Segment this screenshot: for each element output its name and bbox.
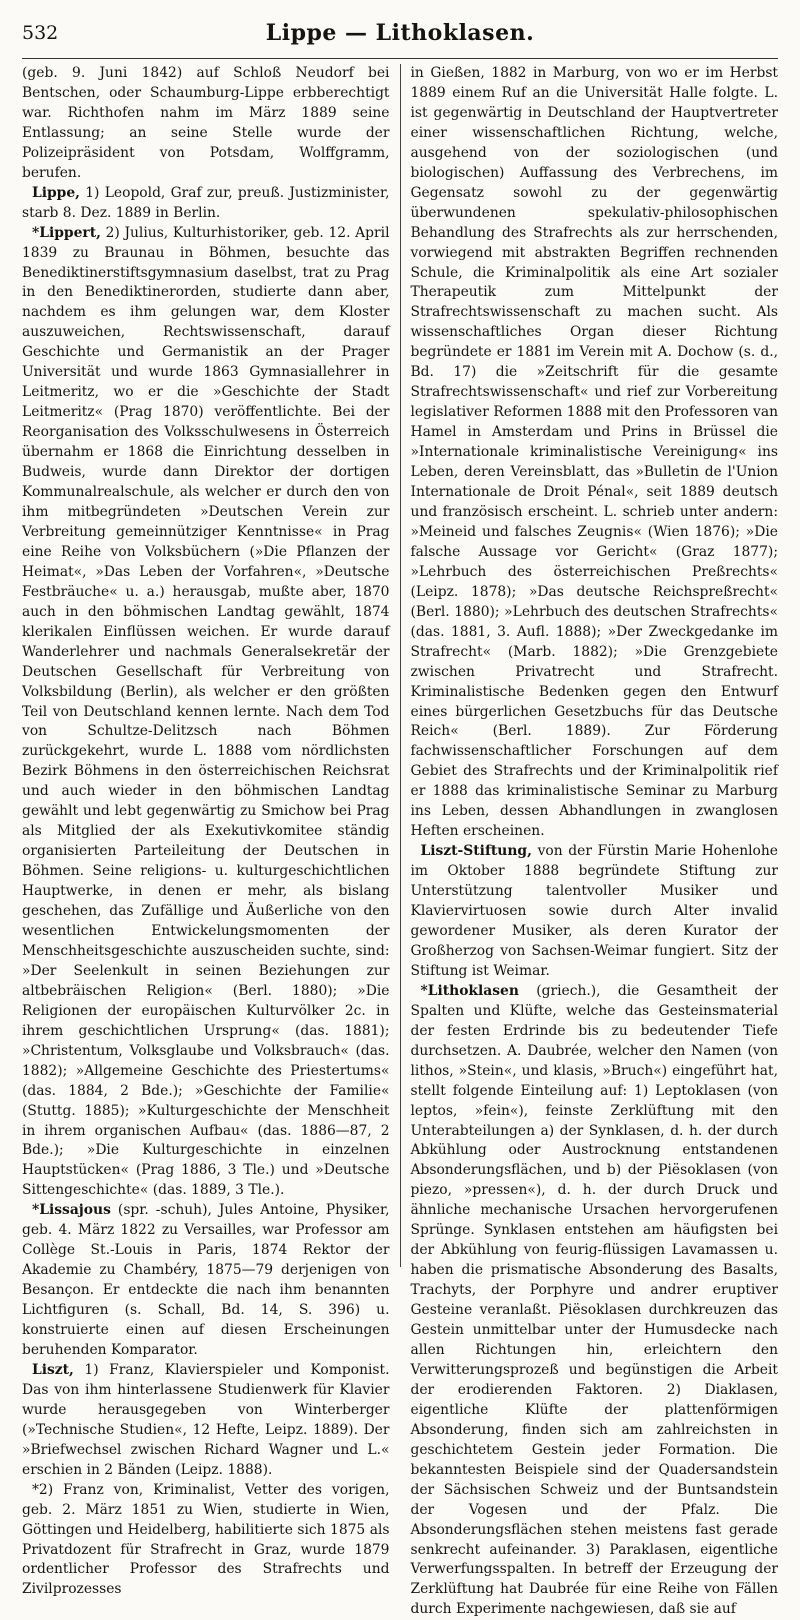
dictionary-entry	[22, 1201, 390, 1361]
entry-text: von der Fürstin Marie Hohenlohe im Oktober 1888 begründete Stiftung zur Unterstützung talentvoller Musiker und Klaviervirtuosen sowie durch Alter invalid gewordener Musiker, als deren Kurator der Großherzog von Sachsen-Weimar fungiert. Sitz der Stiftung ist Weimar.	[410, 843, 778, 979]
header-rule	[22, 58, 778, 59]
dictionary-entry	[22, 1481, 390, 1601]
right-column	[410, 64, 779, 1618]
entry-text: 2) Julius, Kulturhistoriker, geb. 12. April 1839 zu Braunau in Böhmen, besuchte das Benediktinerstiftsgymnasium daselbst, trat zu Prag in den Benediktinerorden, studierte dann aber, nachdem es ihm gelungen war, dem Kloster auszuweichen, Rechtswissenschaft, darauf Geschichte und Germanistik an der Prager Universität und wurde 1863 Gymnasiallehrer in Leitmeritz, wo er die »Geschichte der Stadt Leitmeritz« (Prag 1870) veröffentlichte. Bei der Reorganisation des Volksschulwesens in Österreich übernahm er 1868 die Einrichtung desselben in Budweis, wurde dann Direktor der dortigen Kommunalrealschule, als welcher er durch den von ihm mitbegründeten »Deutschen Verein zur Verbreitung gemeinnütziger Kenntnisse« in Prag eine Reihe von Volksbüchern (»Die Pflanzen der Heimat«, »Das Leben der Vorfahren«, »Deutsche Festbräuche« u. a.) herausgab, mußte aber, 1870 auch in den böhmischen Landtag gewählt, 1874 klerikalen Einflüssen weichen. Er wurde darauf Wanderlehrer und nachmals Generalsekretär der Deutschen Gesellschaft für Verbreitung von Volksbildung (Berlin), als welcher er den größten Teil von Deutschland kennen lernte. Nach dem Tod von Schultze-Delitzsch nach Böhmen zurückgekehrt, wurde L. 1888 vom nördlichsten Bezirk Böhmens in den österreichischen Reichsrat und auch wieder in den böhmischen Landtag gewählt und lebt gegenwärtig zu Smichow bei Prag als Mitglied der als Exekutivkomitee ständig organisierten Parteileitung der Deutschen in Böhmen. Seine religions- u. kulturgeschichtlichen Hauptwerke, in denen er mehr, als bislang geschehen, das Zufällige und Äußerliche von den wesentlichen Entwickelungsmomenten der Menschheitsgeschichte auszuscheiden suchte, sind: »Der Seelenkult in seinen Beziehungen zur altbebräischen Religion« (Berl. 1880); »Die Religionen der europäischen Kulturvölker 2c. in ihrem geschichtlichen Ursprung« (das. 1881); »Christentum, Volksglaube und Volksbrauch« (das. 1882); »Allgemeine Geschichte des Priestertums« (das. 1884, 2 Bde.); »Geschichte der Familie« (Stuttg. 1885); »Kulturgeschichte der Menschheit in ihrem organischen Aufbau« (das. 1886—87, 2 Bde.); »Die Kulturgeschichte in einzelnen Hauptstücken« (Prag 1886, 3 Tle.) und »Deutsche Sittengeschichte« (das. 1889, 3 Tle.).	[22, 224, 390, 1199]
dictionary-entry	[22, 184, 390, 224]
left-column	[22, 64, 390, 1598]
entry-headword: *Lippert,	[32, 224, 101, 241]
entry-text: 1) Leopold, Graf zur, preuß. Justizminister, starb 8. Dez. 1889 in Berlin.	[22, 184, 390, 221]
continued-paragraph	[22, 64, 390, 184]
dictionary-entry	[411, 982, 779, 1620]
entry-headword: Liszt,	[32, 1361, 74, 1378]
entry-text: *2) Franz von, Kriminalist, Vetter des vorigen, geb. 2. März 1851 zu Wien, studierte in Wien, Göttingen und Heidelberg, habilitierte sich 1875 als Privatdozent für Strafrecht in Graz, wurde 1879 ordentlicher Professor des Strafrechts und Zivilprozesses	[22, 1481, 390, 1598]
page-number: 532	[22, 22, 59, 44]
entry-text: (spr. -schuh), Jules Antoine, Physiker, geb. 4. März 1822 zu Versailles, war Professor am Collège St.-Louis in Paris, 1874 Rektor der Akademie zu Chambéry, 1875—79 derjenigen von Besançon. Er entdeckte die nach ihm benannten Lichtfiguren (s. Schall, Bd. 14, S. 396) u. konstruierte einen auf diesen Erscheinungen beruhenden Komparator.	[22, 1202, 390, 1358]
text-columns	[22, 64, 778, 1618]
entry-text: (geb. 9. Juni 1842) auf Schloß Neudorf bei Bentschen, oder Schaumburg-Lippe erbberechtigt war. Richthofen nahm im März 1889 seine Entlassung; an seine Stelle wurde der Polizeipräsident von Potsdam, Wolffgramm, berufen.	[22, 65, 390, 181]
dictionary-entry	[22, 1361, 390, 1481]
entry-text: (griech.), die Gesamtheit der Spalten und Klüfte, welche das Gesteinsmaterial der festen Erdrinde bis zu bedeutender Tiefe durchsetzen. A. Daubrée, welcher den Namen (von lithos, »Stein«, und klasis, »Bruch«) eingeführt hat, stellt folgende Einteilung auf: 1) Leptoklasen (von leptos, »fein«), feinste Zerklüftung mit den Unterabteilungen a) der Synklasen, d. h. der durch Abkühlung oder Austrocknung entstandenen Absonderungsflächen, und b) der Piësoklasen (von piezo, »pressen«), d. h. der durch Druck und ähnliche mechanische Ursachen hervorgerufenen Sprünge. Synklasen entstehen am häufigsten bei der Abkühlung von feurig-flüssigen Lavamassen u. haben die prismatische Absonderung des Basalts, Trachyts, der Porphyre und andrer eruptiver Gesteine veranlaßt. Piësoklasen durchkreuzen das Gestein unmittelbar unter der Humusdecke nach allen Richtungen hin, erleichtern den Verwitterungsprozeß und begünstigen die Arbeit der erodierenden Faktoren. 2) Diaklasen, eigentliche Klüfte der plattenförmigen Absonderung, finden sich am zahlreichsten in geschichtetem Gestein jeder Formation. Die bekanntesten Beispiele sind der Quadersandstein der Sächsischen Schweiz und der Buntsandstein der Vogesen und der Pfalz. Die Absonderungsflächen stehen meistens fast gerade senkrecht aufeinander. 3) Paraklasen, eigentliche Verwerfungsspalten. In betreff der Erzeugung der Zerklüftung hat Daubrée für eine Reihe von Fällen durch Experimente nachgewiesen, daß sie auf	[410, 982, 778, 1618]
dictionary-entry	[411, 842, 779, 982]
page-header	[22, 18, 778, 58]
entry-headword: *Lithoklasen	[420, 982, 519, 999]
entry-text: 1) Franz, Klavierspieler und Komponist. Das von ihm hinterlassene Studienwerk für Klavier wurde herausgegeben von Winterberger (»Technische Studien«, 12 Hefte, Leipz. 1889). Der »Briefwechsel zwischen Richard Wagner und L.« erschien in 2 Bänden (Leipz. 1888).	[22, 1361, 390, 1478]
entry-text: in Gießen, 1882 in Marburg, von wo er im Herbst 1889 einem Ruf an die Universität Halle folgte. L. ist gegenwärtig in Deutschland der Hauptvertreter einer wissenschaftlichen Richtung, welche, ausgehend von der soziologischen (und biologischen) Auffassung des Verbrechens, im Gegensatz sowohl zu der gegenwärtig überwundenen spekulativ-philosophischen Behandlung des Strafrechts als zur herrschenden, vorwiegend mit abstrakten Begriffen rechnenden Schule, die Kriminalpolitik als eine Art sozialer Therapeutik zum Mittelpunkt der Strafrechtswissenschaft zu machen sucht. Als wissenschaftliches Organ dieser Richtung begründete er 1881 im Verein mit A. Dochow (s. d., Bd. 17) die »Zeitschrift für die gesamte Strafrechtswissenschaft« und rief zur Vorbereitung legislativer Reformen 1888 mit den Professoren van Hamel in Amsterdam und Prins in Brüssel die »Internationale kriminalistische Vereinigung« ins Leben, deren Vereinsblatt, das »Bulletin de l'Union Internationale de Droit Pénal«, seit 1889 deutsch und französisch erscheint. L. schrieb unter andern: »Meineid und falsches Zeugnis« (Wien 1876); »Die falsche Aussage vor Gericht« (Graz 1877); »Lehrbuch des österreichischen Preßrechts« (Leipz. 1878); »Das deutsche Reichspreßrecht« (Berl. 1880); »Lehrbuch des deutschen Strafrechts« (das. 1881, 3. Aufl. 1888); »Der Zweckgedanke im Strafrecht« (Marb. 1882); »Die Grenzgebiete zwischen Privatrecht und Strafrecht. Kriminalistische Bedenken gegen den Entwurf eines bürgerlichen Gesetzbuchs für das Deutsche Reich« (Berl. 1889). Zur Förderung fachwissenschaftlicher Forschungen auf dem Gebiet des Strafrechts und der Kriminalpolitik rief er 1888 das kriminalistische Seminar zu Marburg ins Leben, dessen Abhandlungen in zwanglosen Heften erscheinen.	[410, 65, 778, 840]
entry-headword: Lippe,	[32, 184, 80, 201]
column-divider	[400, 64, 401, 1267]
entry-headword: *Lissajous	[32, 1202, 111, 1219]
continued-paragraph	[411, 64, 779, 842]
entry-headword: Liszt-Stiftung,	[420, 843, 532, 860]
dictionary-entry	[22, 224, 390, 1202]
running-title: Lippe — Lithoklasen.	[265, 20, 535, 46]
